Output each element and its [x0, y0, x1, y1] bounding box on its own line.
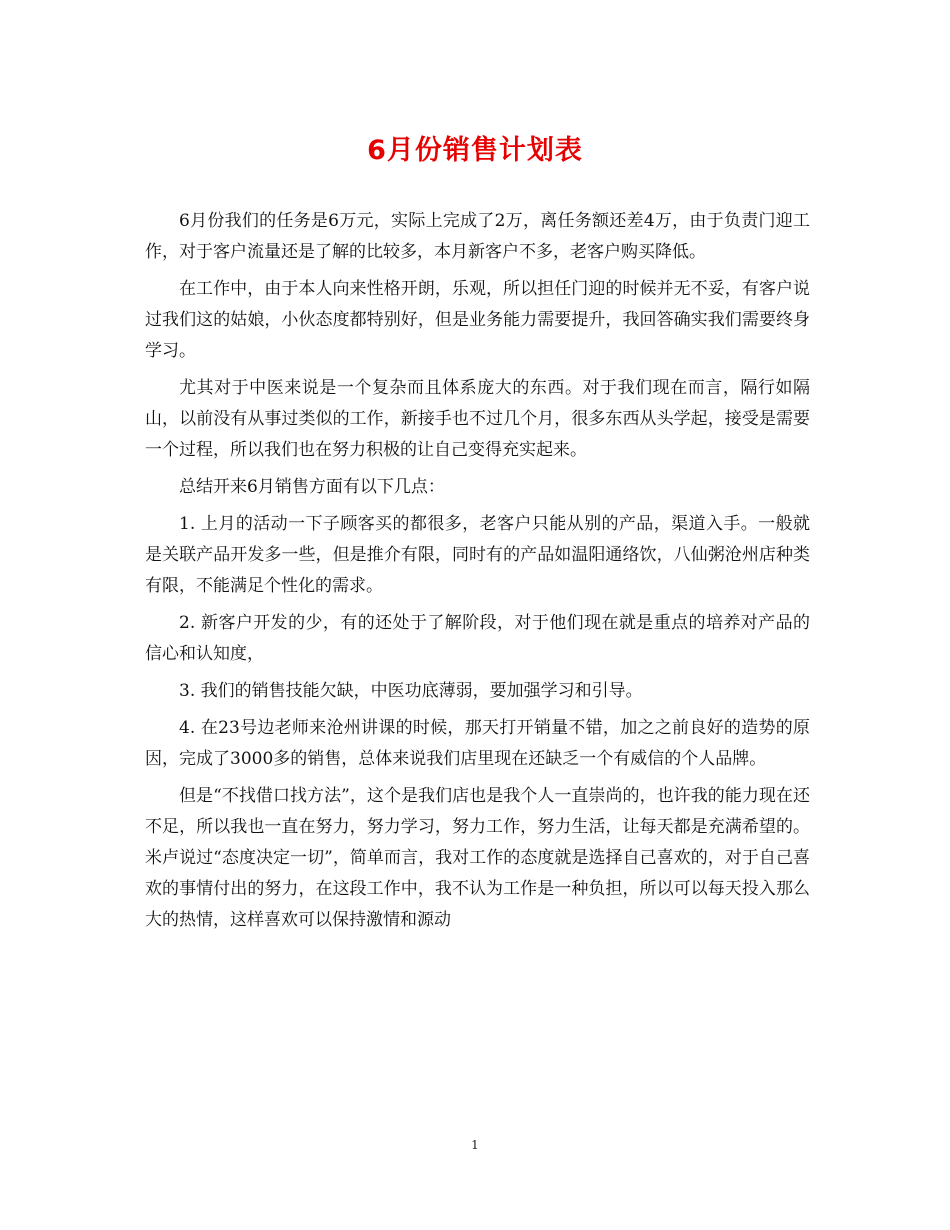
paragraph-1: 6月份我们的任务是6万元，实际上完成了2万，离任务额还差4万，由于负责门迎工作，对于客户流量还是了解的比较多，本月新客户不多，老客户购买降低。 [145, 211, 810, 262]
paragraph-2: 在工作中，由于本人向来性格开朗，乐观，所以担任门迎的时候并无不妥，有客户说过我们这的姑娘，小伙态度都特别好，但是业务能力需要提升，我回答确实我们需要终身学习。 [145, 279, 810, 361]
list-item-1: 1. 上月的活动一下子顾客买的都很多，老客户只能从别的产品，渠道入手。一般就是关联产品开发多一些，但是推介有限，同时有的产品如温阳通络饮，八仙粥沧州店种类有限，不能满足个性化的需求。 [145, 514, 810, 596]
page-number: 1 [471, 1138, 479, 1152]
list-item-2: 2. 新客户开发的少，有的还处于了解阶段，对于他们现在就是重点的培养对产品的信心和认知度， [145, 613, 810, 664]
list-item-3: 3. 我们的销售技能欠缺，中医功底薄弱，要加强学习和引导。 [179, 681, 643, 701]
paragraph-5: 但是“不找借口找方法”，这个是我们店也是我个人一直崇尚的，也许我的能力现在还不足，所以我也一直在努力，努力学习，努力工作，努力生活，让每天都是充满希望的。米卢说过“态度决定一切”，简单而言，我对工作的态度就是选择自己喜欢的，对于自己喜欢的事情付出的努力，在这段工作中，我不认为工作是一种负担，所以可以每天投入那么大的热情，这样喜欢可以保持激情和源动 [145, 786, 810, 930]
document-title: 6月份销售计划表 [367, 135, 583, 166]
document-body [145, 206, 810, 942]
list-item-4: 4. 在23号边老师来沧州讲课的时候，那天打开销量不错，加之之前良好的造势的原因，完成了3000多的销售，总体来说我们店里现在还缺乏一个有威信的个人品牌。 [145, 718, 810, 769]
paragraph-4: 总结开来6月销售方面有以下几点： [179, 477, 445, 497]
paragraph-3: 尤其对于中医来说是一个复杂而且体系庞大的东西。对于我们现在而言，隔行如隔山，以前没有从事过类似的工作，新接手也不过几个月，很多东西从头学起，接受是需要一个过程，所以我们也在努力积极的让自己变得充实起来。 [145, 378, 810, 460]
